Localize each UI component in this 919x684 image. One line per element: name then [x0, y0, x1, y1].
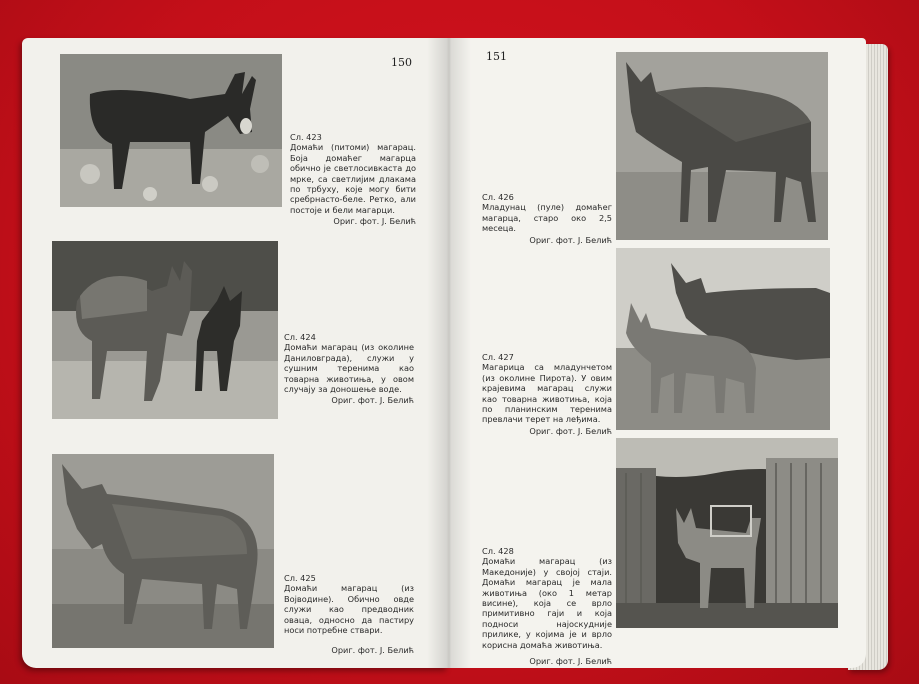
left-page — [22, 38, 448, 668]
caption-text: Домаћи магарац (из околине Даниловграда), служи у сушним теренима као товарна животиња, у овом случају за доношење воде. — [284, 342, 414, 395]
caption-text: Домаћи магарац (из Македоније) у својој стаји. Домаћи магарац је мала животиња (око 1 метар висине), која се врло примитивно гаји и која подноси најоскудније прилике, у којима је и врло корисна домаћа животиња. — [482, 556, 612, 650]
figure-number: Сл. 428 — [482, 546, 514, 556]
photo-donkey-mare-foal-427 — [616, 248, 830, 430]
caption-427 — [482, 352, 612, 436]
figure-number: Сл. 423 — [290, 132, 322, 142]
photo-credit: Ориг. фот. J. Белић — [529, 425, 612, 436]
photo-credit: Ориг. фот. J. Белић — [331, 645, 414, 656]
caption-text: Младунац (пуле) домаћег магарца, старо око 2,5 месеца. — [482, 202, 612, 234]
caption-428 — [482, 546, 612, 666]
photo-donkey-425 — [52, 454, 274, 648]
right-page — [448, 38, 866, 668]
book-gutter — [427, 38, 471, 668]
photo-credit: Ориг. фот. J. Белић — [529, 234, 612, 245]
photo-donkey-423 — [60, 54, 282, 207]
caption-text: Домаћи магарац (из Војводине). Обично овде служи као предводник оваца, односно да пастиру носи потребне ствари. — [284, 583, 414, 636]
page-number: 150 — [391, 56, 412, 69]
open-book — [22, 38, 884, 672]
figure-number: Сл. 424 — [284, 332, 316, 342]
photo-credit: Ориг. фот. J. Белић — [331, 395, 414, 406]
figure-number: Сл. 427 — [482, 352, 514, 362]
caption-424 — [284, 332, 414, 406]
caption-423 — [290, 132, 416, 227]
caption-text: Магарица са младунчетом (из околине Пирота). У овим крајевима магарац служи као товарна животиња, која по планинским теренима превлачи терет на леђима. — [482, 362, 612, 425]
photo-donkey-424 — [52, 241, 278, 419]
photo-donkey-foal-426 — [616, 52, 828, 240]
photo-donkey-stable-428 — [616, 438, 838, 628]
caption-425 — [284, 573, 414, 656]
figure-number: Сл. 426 — [482, 192, 514, 202]
photo-credit: Ориг. фот. J. Белић — [333, 216, 416, 227]
figure-number: Сл. 425 — [284, 573, 316, 583]
caption-text: Домаћи (питоми) магарац. Боја домаћег магарца обично је светлосивкаста до мрке, са светлијим длакама по трбуху, које могу бити сребрнасто-беле. Ретко, али постоје и бели магарци. — [290, 142, 416, 215]
caption-426 — [482, 192, 612, 245]
photo-credit: Ориг. фот. J. Белић — [529, 656, 612, 667]
page-number: 151 — [486, 50, 507, 63]
